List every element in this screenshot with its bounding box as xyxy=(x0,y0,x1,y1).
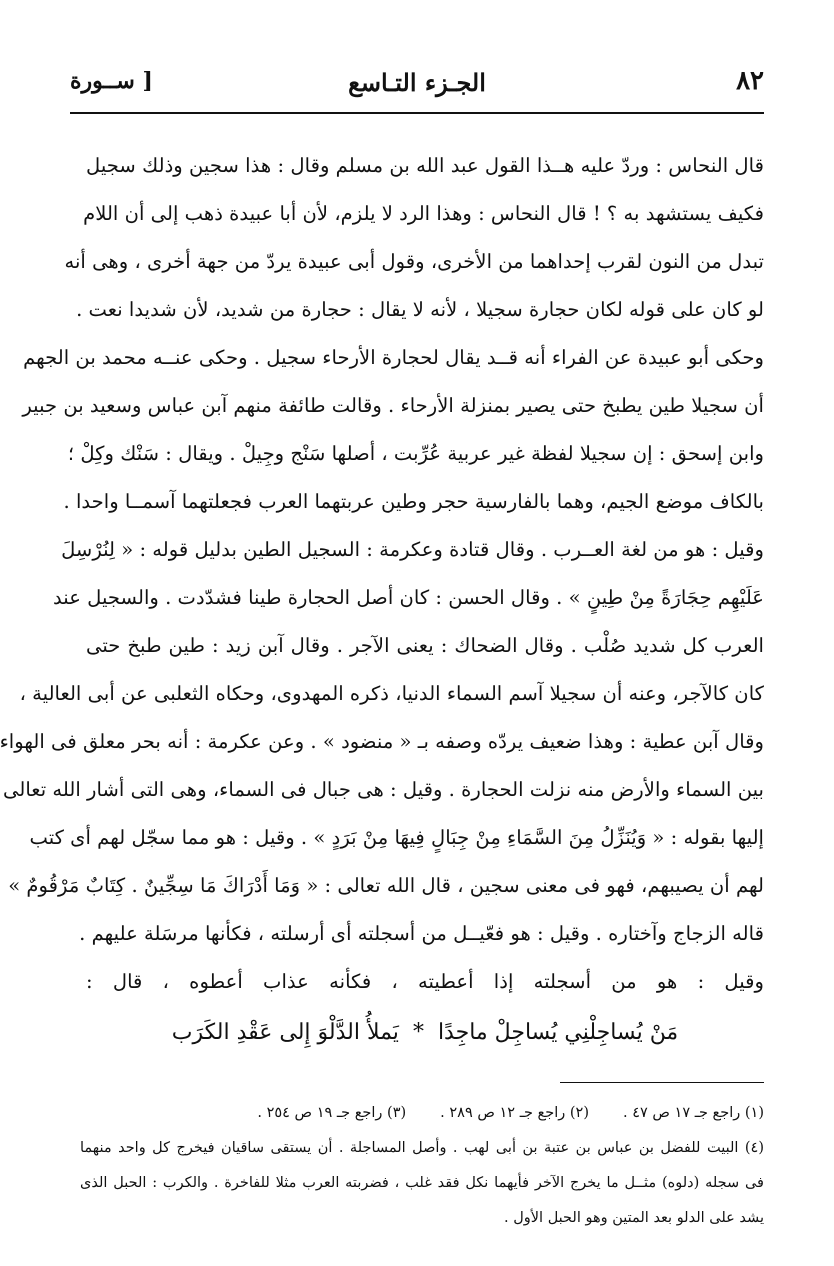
body-line: كان كالآجر، وعنه أن سجيلا آسم السماء الدنيا، ذكره المهدوى، وحكاه الثعلبى عن أبى العالية ، xyxy=(19,682,764,705)
body-line: بالكاف موضع الجيم، وهما بالفارسية حجر وطين عربتهما العرب فجعلتهما آسمــا واحدا . xyxy=(63,490,764,513)
page-header xyxy=(70,62,764,110)
body-line: تبدل من النون لقرب إحداهما من الأخرى، وقول أبى عبيدة يردّ من جهة أخرى ، وهى أنه xyxy=(64,250,764,273)
header-rule xyxy=(70,112,764,114)
footnote-ref: (٢) راجع جـ ١٢ ص ٢٨٩ . xyxy=(440,1105,589,1121)
body-line: وقيل : هو من لغة العــرب . وقال قتادة وعكرمة : السجيل الطين بدليل قوله : « لِنُرْسِلَ xyxy=(61,538,764,561)
footnote-ref: (١) راجع جـ ١٧ ص ٤٧ . xyxy=(622,1105,764,1121)
running-title: الجـزء التـاسع xyxy=(348,68,486,97)
body-line: عَلَيْهِم حِجَارَةً مِنْ طِينٍ » . وقال الحسن : كان أصل الحجارة طينا فشدّدت . والسجيل عند xyxy=(53,586,764,609)
footnote-ref: (٣) راجع جـ ١٩ ص ٢٥٤ . xyxy=(257,1105,407,1121)
body-line: بين السماء والأرض منه نزلت الحجارة . وقيل : هى جبال فى السماء، وهى التى أشار الله تعالى xyxy=(3,778,764,801)
body-line: قاله الزجاج وآختاره . وقيل : هو فعّيــل من أسجلته أى أرسلته ، فكأنها مرسَلة عليهم . xyxy=(79,922,764,945)
verse-first-hemistich: مَنْ يُساجِلْنِي يُساجِلْ ماجِدًا xyxy=(437,1020,679,1045)
body-line: لو كان على قوله لكان حجارة سجيلا ، لأنه لا يقال : حجارة من شديد، لأن شديدا نعت . xyxy=(76,298,764,321)
footnote-line: (٤) البيت للفضل بن عباس بن عتبة بن أبى لهب . وأصل المساجلة . أن يستقى ساقيان فيخرج كل واحد منهما xyxy=(80,1140,764,1156)
body-line: وحكى أبو عبيدة عن الفراء أنه قــد يقال لحجارة الأرحاء سجيل . وحكى عنــه محمد بن الجهم xyxy=(23,346,764,369)
body-line: إليها بقوله : « وَيُنَزِّلُ مِنَ السَّمَاءِ مِنْ جِبَالٍ فِيهَا مِنْ بَرَدٍ » . وقيل : هو مما سجّل لهم أى كتب xyxy=(29,826,764,849)
footnote-line: يشد على الدلو بعد المتين وهو الحبل الأول . xyxy=(504,1210,764,1226)
body-line: وابن إسحق : إن سجيلا لفظة غير عربية عُرِّبت ، أصلها سَنْج وجِيلْ . ويقال : سَنْك وكِلْ ؛ xyxy=(67,442,764,465)
poetry-verse xyxy=(86,1006,764,1060)
footnote-refs-line xyxy=(80,1096,764,1131)
body-line: قال النحاس : وردّ عليه هــذا القول عبد الله بن مسلم وقال : هذا سجين وذلك سجيل xyxy=(86,154,764,177)
body-line: فكيف يستشهد به ؟ ! قال النحاس : وهذا الرد لا يلزم، لأن أبا عبيدة ذهب إلى أن اللام xyxy=(83,202,764,225)
page-number: ٨٢ xyxy=(736,66,764,96)
footnote-rule xyxy=(560,1082,764,1083)
verse-second-hemistich: يَملأُ الدَّلْوَ إِلى عَقْدِ الكَرَب xyxy=(171,1020,399,1045)
footnotes xyxy=(80,1096,764,1236)
body-text xyxy=(0,142,764,1060)
body-line: أن سجيلا طين يطبخ حتى يصير بمنزلة الأرحاء . وقالت طائفة منهم آبن عباس وسعيد بن جبير xyxy=(22,394,764,417)
body-line: لهم أن يصيبهم، فهو فى معنى سجين ، قال الله تعالى : « وَمَا أَدْرَاكَ مَا سِجِّينٌ . كِتَابٌ مَرْقُومٌ » xyxy=(8,874,764,897)
footnote-line: فى سجله (دلوه) مثــل ما يخرج الآخر فأيهما نكل فقد غلب ، فضربته العرب مثلا للفاخرة . والكرب : الحبل الذى xyxy=(80,1175,764,1191)
body-line: العرب كل شديد صُلْب . وقال الضحاك : يعنى الآجر . وقال آبن زيد : طين طبخ حتى xyxy=(86,634,764,657)
body-line: وقيل : هو من أسجلته إذا أعطيته ، فكأنه عذاب أعطوه ، قال : xyxy=(86,970,764,993)
body-line: وقال آبن عطية : وهذا ضعيف يردّه وصفه بـ « منضود » . وعن عكرمة : أنه بحر معلق فى الهواء xyxy=(0,730,764,753)
verse-separator: * xyxy=(412,1020,424,1045)
surah-label: [ ســورة xyxy=(70,68,153,94)
